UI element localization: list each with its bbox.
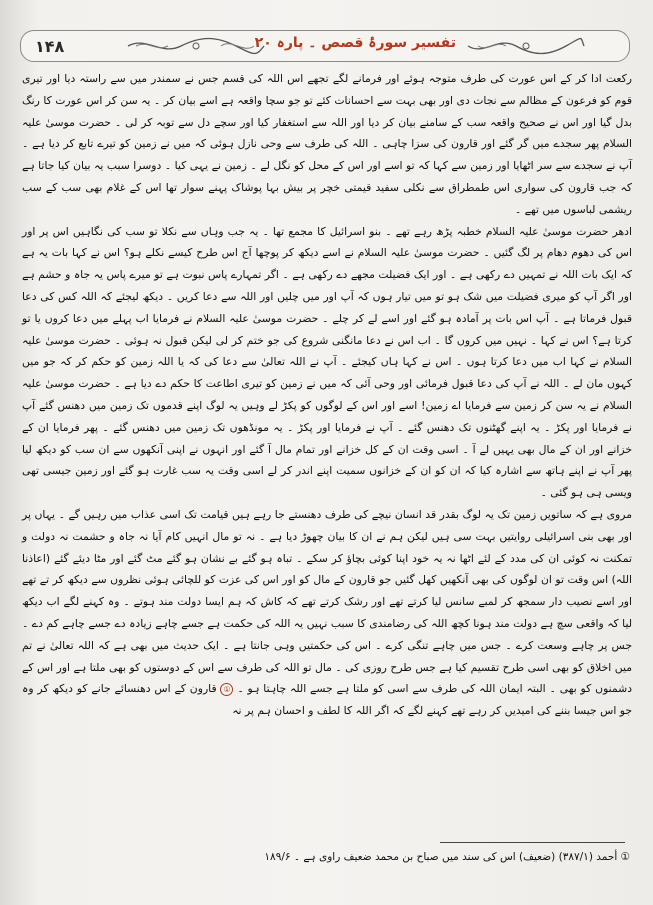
- footnote: ① أحمد (۳۸۷/۱) (ضعیف) اس کی سند میں صباح بن محمد ضعیف راوی ہے ۔ ۱۸۹/۶: [264, 851, 630, 863]
- paragraph: ادھر حضرت موسیٰ علیہ السلام خطبہ پڑھ رہے تھے ۔ بنو اسرائیل کا مجمع تھا ۔ یہ جب وہاں سے نکلا تو سب کی نگاہیں اس پر اور اس کی دھوم دھام پر لگ گئیں ۔ حضرت موسیٰ علیہ السلام نے اسے دیکھ کر پوچھا آج اس طرح کیسے نکلے ہو؟ اس نے کہا بات یہ ہے کہ ایک بات اللہ نے تمہیں دے رکھی ہے ۔ اور ایک فضیلت مجھے دے رکھی ہے ۔ اگر تمہارے پاس نبوت ہے تو میرے پاس یہ جاہ و حشم ہے اور اگر آپ کو میری فضیلت میں شک ہو تو میں تیار ہوں کہ آپ اور میں چلیں اور اللہ سے دعا کریں ۔ دیکھ لیجئے کہ اللہ کس کی دعا قبول فرماتا ہے ۔ آپ اس بات پر آمادہ ہو گئے اور اسے لے کر چلے ۔ حضرت موسیٰ علیہ السلام نے فرمایا اب پہلے میں دعا کروں یا تو کرتا ہے؟ اس نے کہا ۔ نہیں میں کروں گا ۔ اب اس نے دعا مانگنی شروع کی جو ختم کر لی لیکن قبول نہ ہوئی ۔ حضرت موسیٰ علیہ السلام نے کہا اب میں دعا کرتا ہوں ۔ اس نے کہا ہاں کیجئے ۔ آپ نے اللہ تعالیٰ سے دعا کی کہ یا اللہ زمین کو حکم کر کہ جو میں کہوں مان لے ۔ اللہ نے آپ کی دعا قبول فرمائی اور وحی آئی کہ میں نے زمین کو تیری اطاعت کا حکم دے دیا ہے ۔ حضرت موسیٰ علیہ السلام نے یہ سن کر زمین سے فرمایا اے زمین! اسے اور اس کے لوگوں کو پکڑ لے وہیں یہ لوگ اپنے قدموں تک زمین میں دھنس گئے آپ نے فرمایا اور پکڑ ۔ یہ اپنے گھٹنوں تک دھنس گئے ۔ آپ نے فرمایا اور پکڑ ۔ یہ مونڈھوں تک زمین میں دھنس گئے ۔ پھر فرمایا ان کے خزانے اور ان کے مال بھی یہیں لے آ ۔ اسی وقت ان کے کل خزانے اور تمام مال آ گئے اور انہوں نے اپنی آنکھوں سے ان سب کو دیکھ لیا پھر آپ نے اپنے ہاتھ سے اشارہ کیا کہ ان کو ان کے خزانوں سمیت اپنے اندر کر لے اسی وقت یہ سب غارت ہو گئے اور زمین جیسی تھی ویسی ہی ہو گئی ۔: [22, 224, 632, 500]
- page-number: ۱۴۸: [35, 37, 65, 56]
- left-ornament-icon: [126, 34, 266, 58]
- main-text: [22, 68, 632, 722]
- right-ornament-icon: [466, 34, 586, 58]
- footnote-divider: [440, 842, 625, 843]
- running-header: [20, 30, 630, 62]
- header-title: تفسیر سورۂ قصص ۔ پارہ ۲۰: [254, 35, 456, 51]
- paragraph-text: مروی ہے کہ ساتویں زمین تک یہ لوگ بقدر قد انسان نیچے کی طرف دھنستے جا رہے ہیں قیامت تک اسی عذاب میں رہیں گے ۔ یہاں پر اور بھی بنی اسرائیلی روایتیں بہت سی ہیں لیکن ہم نے ان کا بیان چھوڑ دیا ہے ۔ نہ تو مال انہیں کام آیا نہ جاہ و حشمت نہ دولت و تمکنت نہ کوئی ان کی مدد کے لئے اٹھا نہ یہ خود اپنا کوئی بچاؤ کر سکے ۔ تباہ ہو گئے بے نشان ہو گئے مٹ گئے اور مٹا دیئے گئے (اعاذنا اللہ) اس وقت تو ان لوگوں کی بھی آنکھیں کھل گئیں جو قارون کے مال کو اور اس کی عزت کو للچائی ہوئی نظروں سے دیکھ کر تے تھے اور اسے نصیب دار سمجھ کر لمبے سانس لیا کرتے تھے اور رشک کرتے تھے کہ کاش کہ ہم ایسا دولت مند ہوتے ۔ وہ کہنے لگے اب دیکھ لیا کہ واقعی سچ ہے دولت مند ہونا کچھ اللہ کی رضامندی کا سبب نہیں یہ اللہ کی حکمت ہے جسے چاہے زیادہ دے جسے چاہے کم دے ۔ جس پر چاہے وسعت کرے ۔ جس میں چاہے تنگی کرے ۔ اس کی حکمتیں وہی جانتا ہے ۔ ایک حدیث میں بھی ہے کہ اللہ تعالیٰ نے تم میں اخلاق کو بھی اسی طرح تقسیم کیا ہے جس طرح روزی کی ۔ مال تو اللہ کی طرف سے اس کے دوستوں کو بھی ملتا ہے اور اس کے دشمنوں کو بھی ۔ البتہ ایمان اللہ کی طرف سے اسی کو ملتا ہے جسے اللہ چاہتا ہو ۔ ① قارون کے اس دھنسائے جانے کو دیکھ کر وہ جو اس جیسا بننے کی امیدیں کر رہے تھے کہنے لگے کہ اگر اللہ کا لطف و احسان ہم پر نہ: [22, 507, 632, 718]
- paragraph: [22, 504, 632, 722]
- paragraph: رکعت ادا کر کے اس عورت کی طرف متوجہ ہوئے اور فرمانے لگے تجھے اس اللہ کی قسم جس نے سمندر میں سے راستہ دیا اور تیری قوم کو فرعون کے مظالم سے نجات دی اور بھی بہت سے احسانات کئے تو جو سچا واقعہ ہے اسے بیان کر ۔ یہ سن کر اس عورت کا رنگ بدل گیا اور اس نے صحیح واقعہ سب کے سامنے بیان کر دیا اور اللہ سے استغفار کیا اور سچے دل سے توبہ کر لی ۔ حضرت موسیٰ علیہ السلام پھر سجدے میں گر گئے اور قارون کی سزا چاہی ۔ اللہ کی طرف سے وحی نازل ہوئی کہ میں نے زمین کو تیرے تابع کر دیا ہے ۔ آپ نے سجدے سے سر اٹھایا اور زمین سے کہا کہ تو اسے اور اس کے محل کو نگل لے ۔ زمین نے یہی کیا ۔ دوسرا سبب یہ بیان کیا جاتا ہے کہ جب قارون کی سواری اس طمطراق سے نکلی سفید قیمتی خچر پر بیش بہا پوشاک پہنے سوار تھا اس کے غلام بھی سب کے سب ریشمی لباسوں میں تھے ۔: [22, 72, 632, 216]
- footnote-marker: ①: [220, 683, 233, 696]
